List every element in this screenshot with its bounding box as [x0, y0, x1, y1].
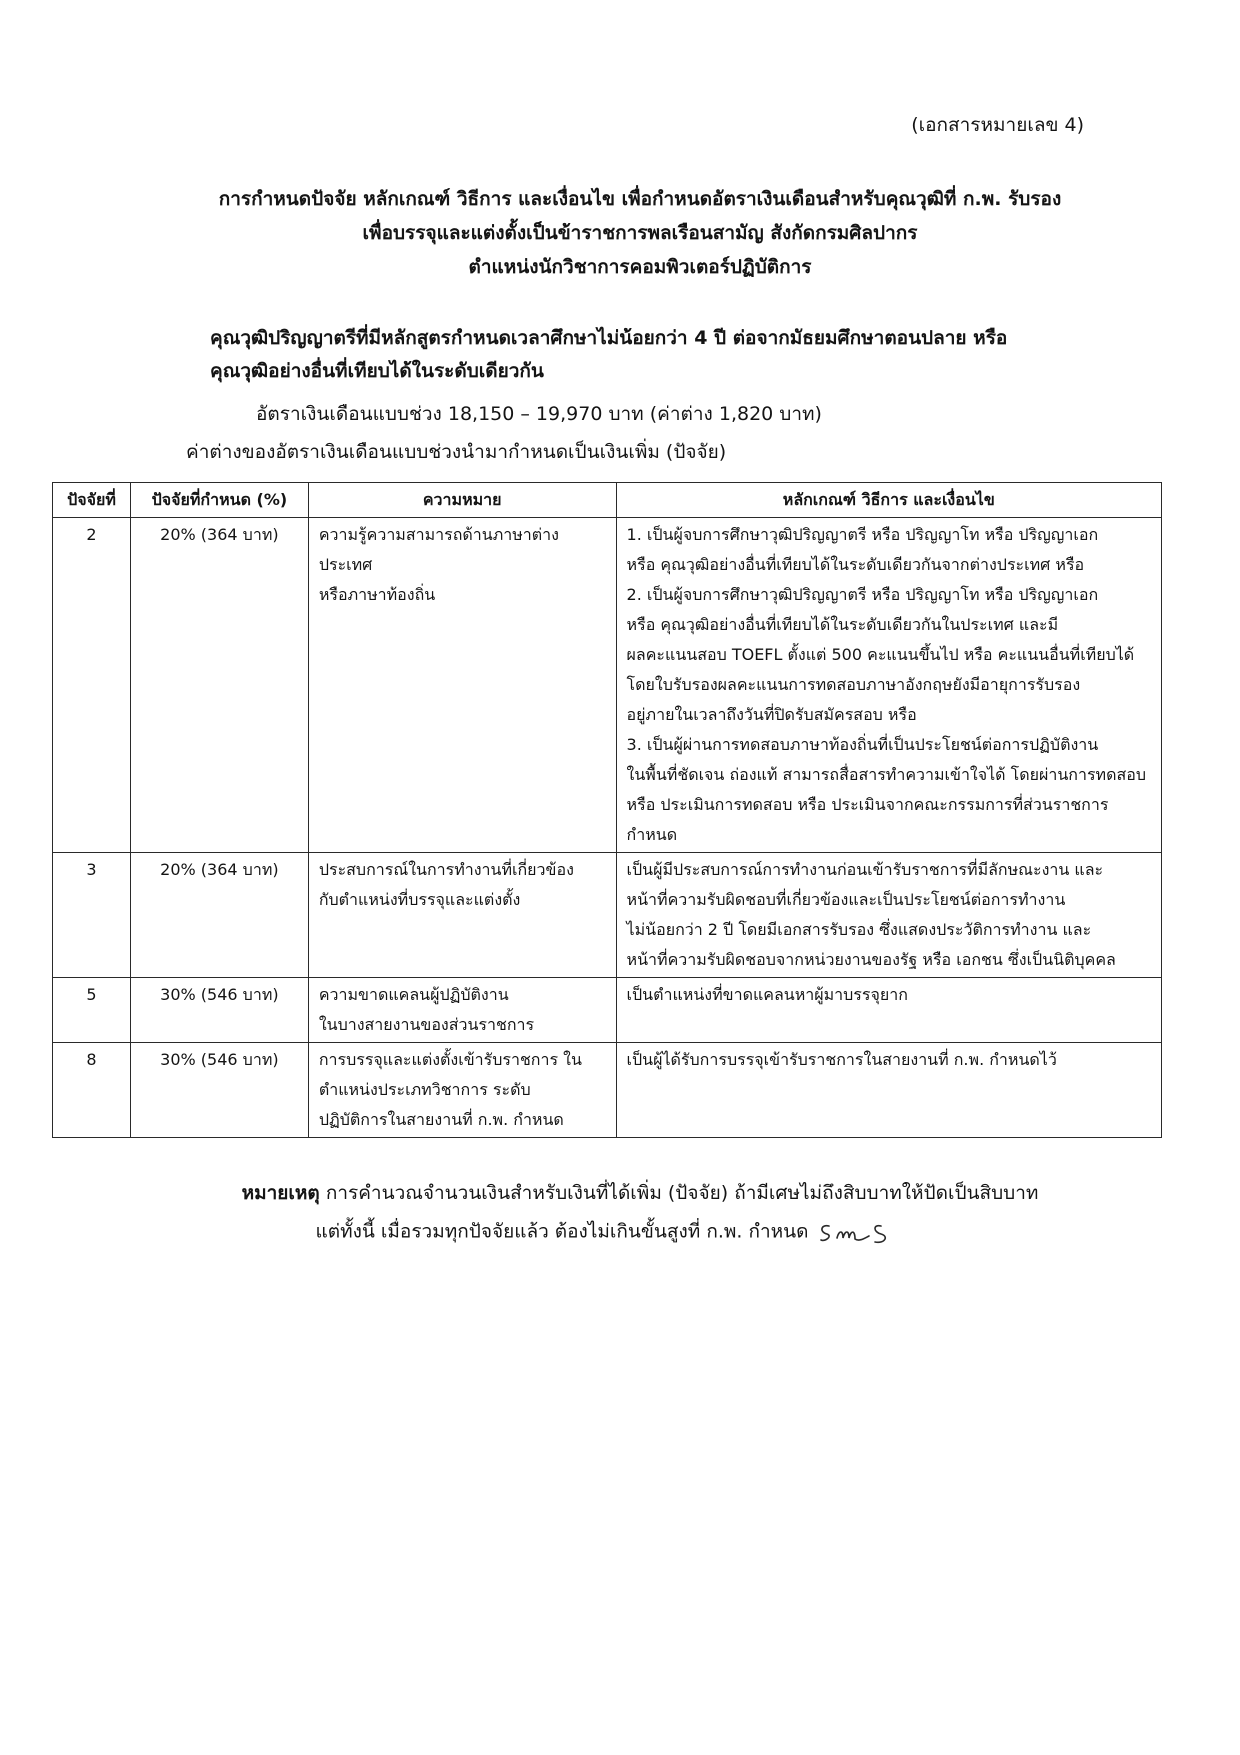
criteria-line: เป็นผู้มีประสบการณ์การทำงานก่อนเข้ารับราชการที่มีลักษณะงาน และ — [626, 860, 1104, 879]
document-number: (เอกสารหมายเลข 4) — [911, 114, 1084, 136]
factor-rate: 20% (364 บาท) — [130, 518, 308, 853]
remark-text-2: แต่ทั้งนี้ เมื่อรวมทุกปัจจัยแล้ว ต้องไม่เกินขั้นสูงที่ ก.พ. กำหนด — [315, 1220, 809, 1243]
factor-meaning — [308, 518, 616, 853]
factor-criteria — [616, 1043, 1161, 1138]
meaning-line: ประสบการณ์ในการทำงานที่เกี่ยวข้อง — [318, 860, 574, 879]
criteria-line: ในพื้นที่ชัดเจน ถ่องแท้ สามารถสื่อสารทำความเข้าใจได้ โดยผ่านการทดสอบ — [626, 765, 1147, 784]
factor-table — [52, 482, 1162, 1138]
criteria-line: หน้าที่ความรับผิดชอบที่เกี่ยวข้องและเป็นประโยชน์ต่อการทำงาน — [626, 890, 1066, 909]
table-row — [53, 853, 1162, 978]
meaning-line: การบรรจุและแต่งตั้งเข้ารับราชการ ใน — [318, 1050, 582, 1069]
remark-label: หมายเหตุ — [241, 1182, 320, 1204]
factor-meaning — [308, 1043, 616, 1138]
remark-text-1: การคำนวณจำนวนเงินสำหรับเงินที่ได้เพิ่ม (ปัจจัย) ถ้ามีเศษไม่ถึงสิบบาทให้ปัดเป็นสิบบาท — [319, 1182, 1039, 1204]
factor-criteria — [616, 853, 1161, 978]
salary-range: อัตราเงินเดือนแบบช่วง 18,150 – 19,970 บาท (ค่าต่าง 1,820 บาท) — [256, 403, 822, 425]
header-rate: ปัจจัยที่กำหนด (%) — [130, 483, 308, 518]
meaning-line: ตำแหน่งประเภทวิชาการ ระดับ — [318, 1080, 531, 1099]
document-title — [0, 182, 1240, 284]
criteria-line: เป็นผู้ได้รับการบรรจุเข้ารับราชการในสายงานที่ ก.พ. กำหนดไว้ — [626, 1050, 1057, 1069]
title-line-2: เพื่อบรรจุและแต่งตั้งเป็นข้าราชการพลเรือนสามัญ สังกัดกรมศิลปากร — [362, 222, 918, 244]
table-header-row — [53, 483, 1162, 518]
difference-note: ค่าต่างของอัตราเงินเดือนแบบช่วงนำมากำหนดเป็นเงินเพิ่ม (ปัจจัย) — [186, 441, 727, 463]
criteria-line: โดยใบรับรองผลคะแนนการทดสอบภาษาอังกฤษยังมีอายุการรับรอง — [626, 675, 1081, 694]
handwritten-signature — [815, 1212, 915, 1252]
meaning-line: ความขาดแคลนผู้ปฏิบัติงาน — [318, 985, 509, 1004]
title-line-3: ตำแหน่งนักวิชาการคอมพิวเตอร์ปฏิบัติการ — [468, 256, 812, 278]
factor-criteria — [616, 518, 1161, 853]
criteria-line: 2. เป็นผู้จบการศึกษาวุฒิปริญญาตรี หรือ ปริญญาโท หรือ ปริญญาเอก — [626, 585, 1099, 604]
criteria-line: ไม่น้อยกว่า 2 ปี โดยมีเอกสารรับรอง ซึ่งแสดงประวัติการทำงาน และ — [626, 920, 1092, 939]
header-criteria: หลักเกณฑ์ วิธีการ และเงื่อนไข — [616, 483, 1161, 518]
factor-rate: 20% (364 บาท) — [130, 853, 308, 978]
meaning-line: ในบางสายงานของส่วนราชการ — [318, 1015, 535, 1034]
header-factor: ปัจจัยที่ — [53, 483, 131, 518]
meaning-line: หรือภาษาท้องถิ่น — [318, 585, 436, 604]
criteria-line: หรือ คุณวุฒิอย่างอื่นที่เทียบได้ในระดับเดียวกันจากต่างประเทศ หรือ — [626, 555, 1085, 574]
table-row — [53, 978, 1162, 1043]
factor-number: 8 — [53, 1043, 131, 1138]
meaning-line: ปฏิบัติการในสายงานที่ ก.พ. กำหนด — [318, 1110, 564, 1129]
criteria-line: เป็นตำแหน่งที่ขาดแคลนหาผู้มาบรรจุยาก — [626, 985, 908, 1004]
criteria-line: 3. เป็นผู้ผ่านการทดสอบภาษาท้องถิ่นที่เป็นประโยชน์ต่อการปฏิบัติงาน — [626, 735, 1099, 754]
factor-criteria — [616, 978, 1161, 1043]
remark-line-2 — [0, 1212, 1240, 1252]
table-row — [53, 1043, 1162, 1138]
meaning-line: ความรู้ความสามารถด้านภาษาต่างประเทศ — [318, 525, 559, 574]
table-row — [53, 518, 1162, 853]
factor-number: 3 — [53, 853, 131, 978]
qualification-line-2: คุณวุฒิอย่างอื่นที่เทียบได้ในระดับเดียวกัน — [210, 360, 544, 382]
factor-number: 2 — [53, 518, 131, 853]
factor-rate: 30% (546 บาท) — [130, 978, 308, 1043]
qualification-line-1: คุณวุฒิปริญญาตรีที่มีหลักสูตรกำหนดเวลาศึกษาไม่น้อยกว่า 4 ปี ต่อจากมัธยมศึกษาตอนปลาย หรือ — [210, 327, 1008, 349]
header-meaning: ความหมาย — [308, 483, 616, 518]
criteria-line: 1. เป็นผู้จบการศึกษาวุฒิปริญญาตรี หรือ ปริญญาโท หรือ ปริญญาเอก — [626, 525, 1099, 544]
factor-meaning — [308, 853, 616, 978]
remark — [0, 1174, 1240, 1252]
meaning-line: กับตำแหน่งที่บรรจุและแต่งตั้ง — [318, 890, 521, 909]
criteria-line: หรือ ประเมินการทดสอบ หรือ ประเมินจากคณะกรรมการที่ส่วนราชการ — [626, 795, 1109, 814]
criteria-line: หน้าที่ความรับผิดชอบจากหน่วยงานของรัฐ หรือ เอกชน ซึ่งเป็นนิติบุคคล — [626, 950, 1116, 969]
criteria-line: ผลคะแนนสอบ TOEFL ตั้งแต่ 500 คะแนนขึ้นไป หรือ คะแนนอื่นที่เทียบได้ — [626, 645, 1135, 664]
factor-rate: 30% (546 บาท) — [130, 1043, 308, 1138]
remark-line-1 — [40, 1174, 1240, 1212]
qualification — [210, 322, 1110, 388]
criteria-line: อยู่ภายในเวลาถึงวันที่ปิดรับสมัครสอบ หรือ — [626, 705, 917, 724]
criteria-line: กำหนด — [626, 825, 678, 844]
title-line-1: การกำหนดปัจจัย หลักเกณฑ์ วิธีการ และเงื่อนไข เพื่อกำหนดอัตราเงินเดือนสำหรับคุณวุฒิที่ ก.พ. รับรอง — [218, 188, 1062, 210]
criteria-line: หรือ คุณวุฒิอย่างอื่นที่เทียบได้ในระดับเดียวกันในประเทศ และมี — [626, 615, 1059, 634]
factor-meaning — [308, 978, 616, 1043]
factor-number: 5 — [53, 978, 131, 1043]
